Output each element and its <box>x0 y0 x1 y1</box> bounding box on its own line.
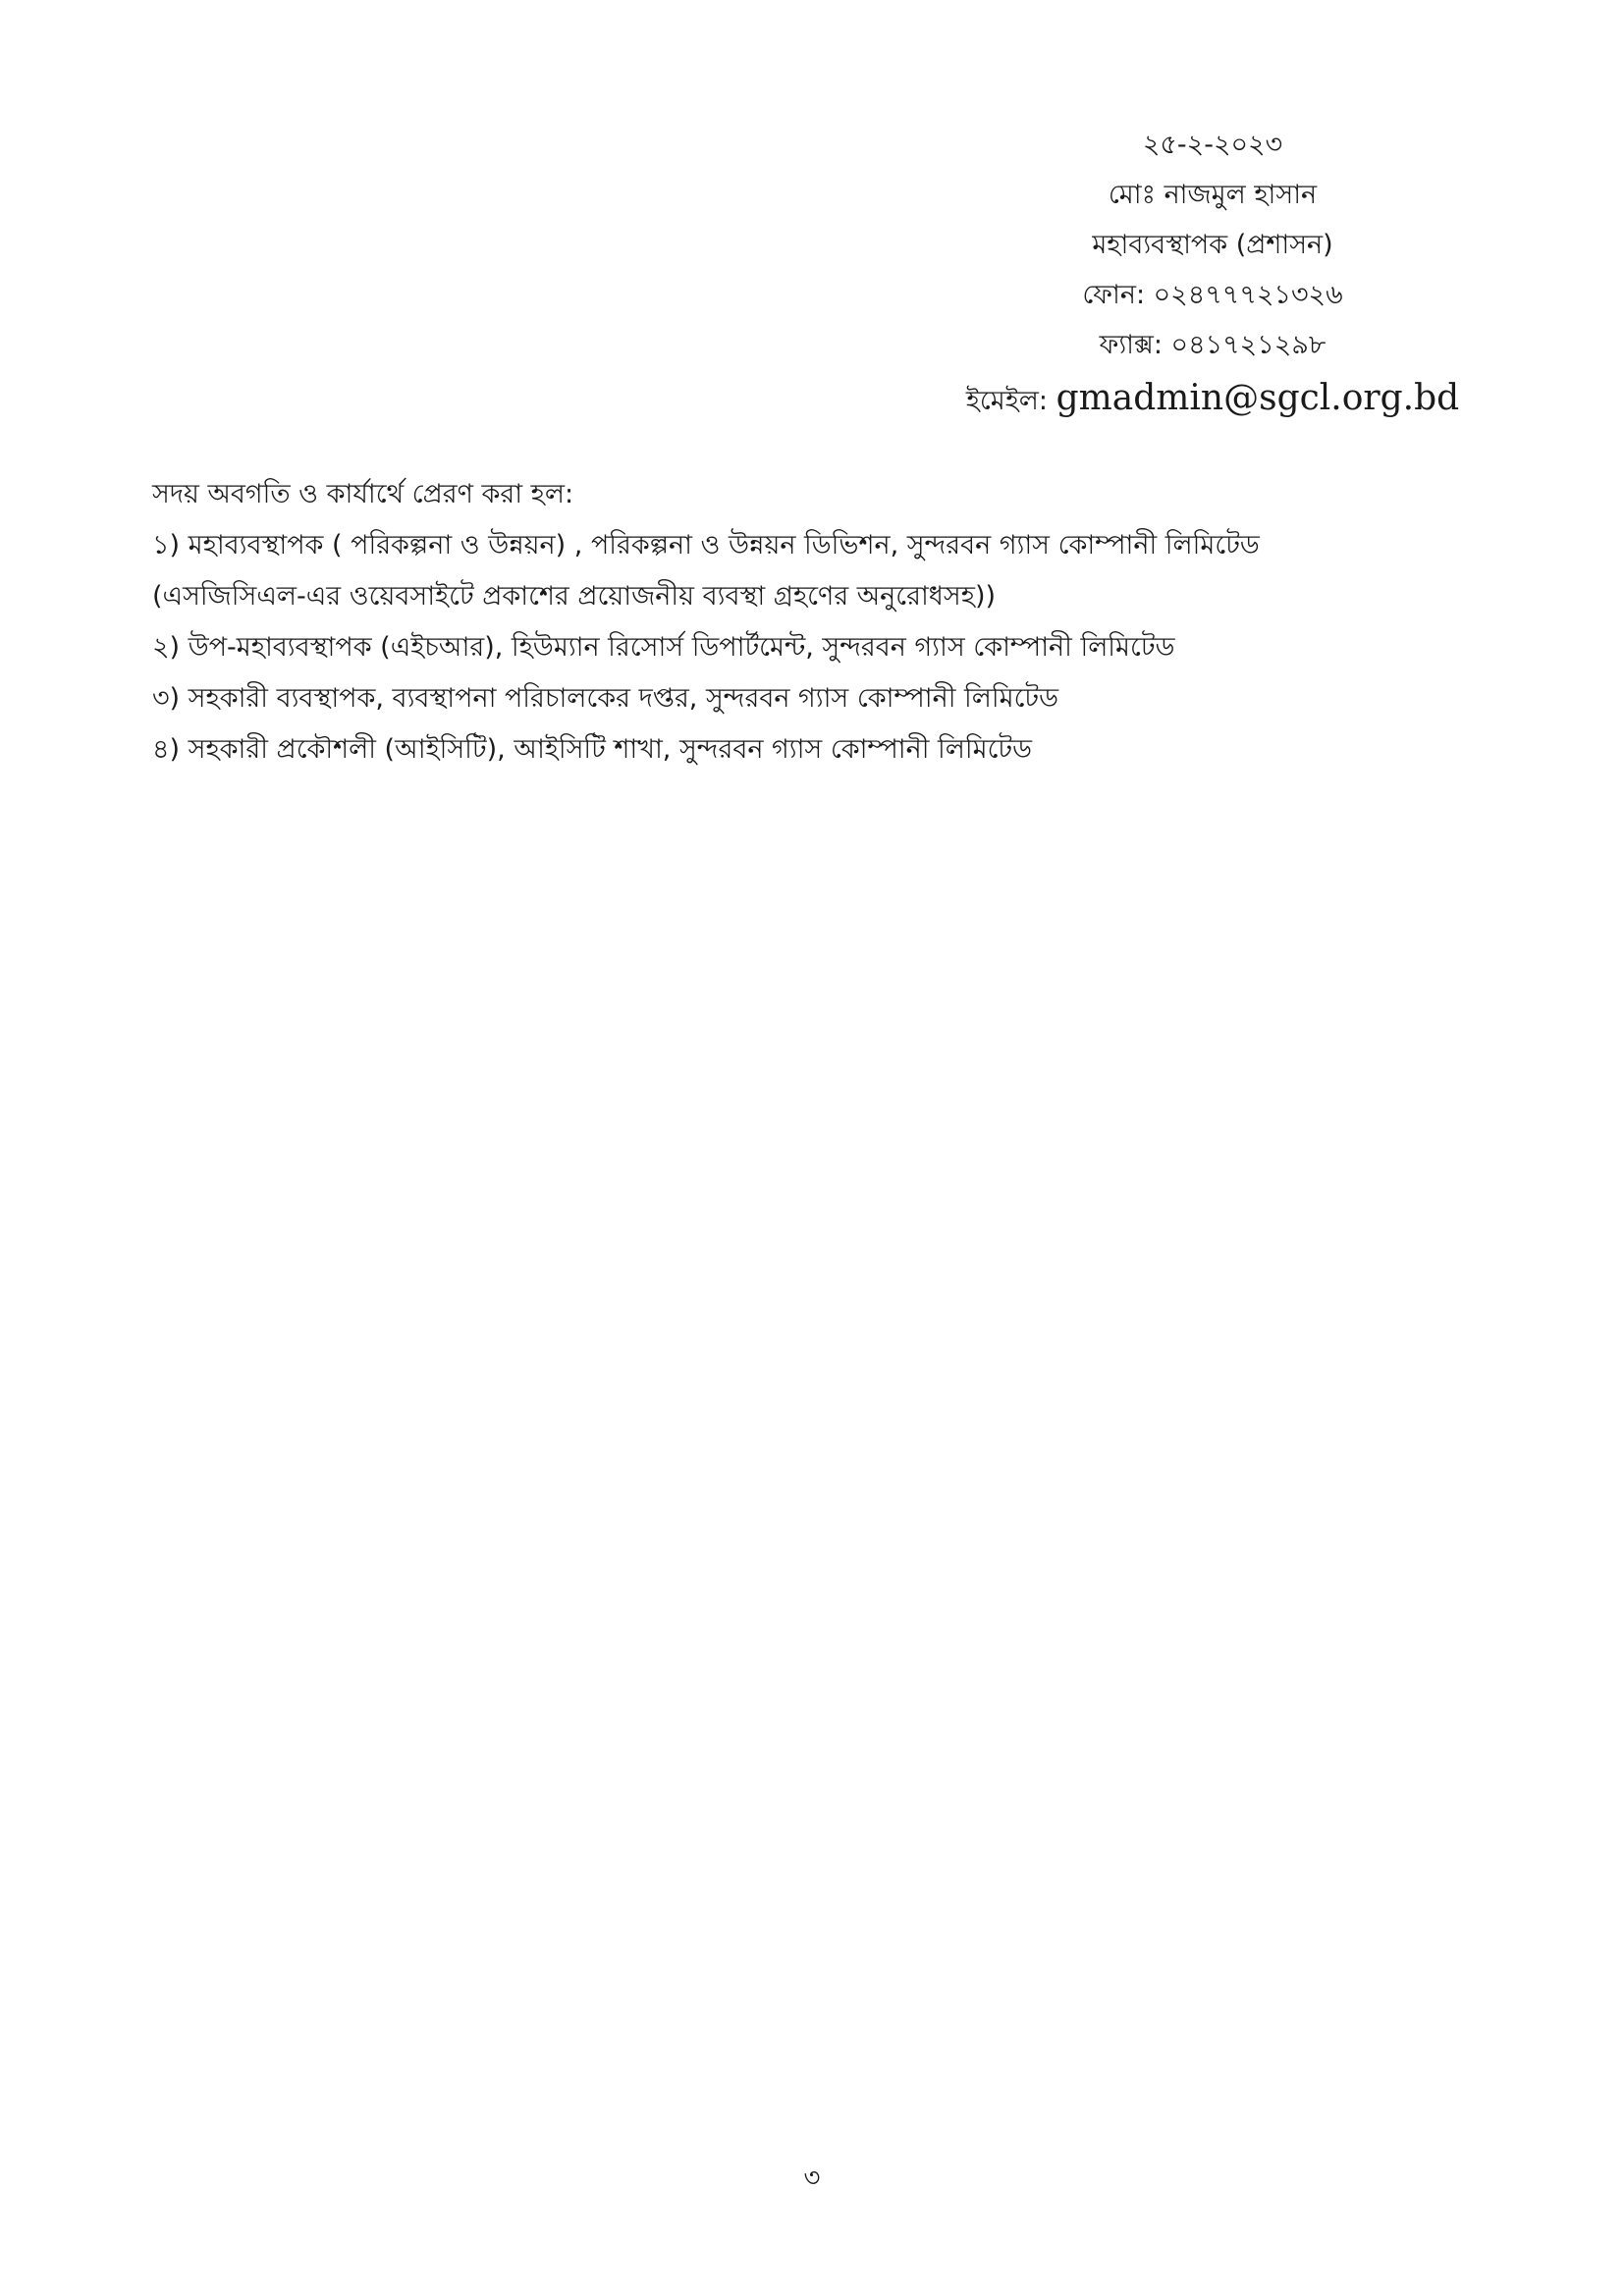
signature-date: ২৫-২-২০২৩ <box>1142 130 1283 160</box>
distribution-item-1: ১) মহাব্যবস্থাপক ( পরিকল্পনা ও উন্নয়ন) , পরিকল্পনা ও উন্নয়ন ডিভিশন, সুন্দরবন গ্যাস কোম্পানী লিমিটেড <box>152 530 1260 561</box>
email-address: gmadmin@sgcl.org.bd <box>1056 378 1460 418</box>
signatory-designation: মহাব্যবস্থাপক (প্রশাসন) <box>1092 230 1333 260</box>
signatory-name: মোঃ নাজমুল হাসান <box>1108 180 1318 210</box>
email-label: ইমেইল: <box>965 386 1048 416</box>
page-number: ৩ <box>803 2163 821 2193</box>
distribution-item-4: ৪) সহকারী প্রকৌশলী (আইসিটি), আইসিটি শাখা, সুন্দরবন গ্যাস কোম্পানী লিমিটেড <box>152 734 1033 765</box>
signatory-fax: ফ্যাক্স: ০৪১৭২১২৯৮ <box>1099 330 1326 360</box>
distribution-list <box>152 469 1507 775</box>
signature-block <box>943 120 1483 430</box>
signatory-email-row <box>943 370 1483 430</box>
distribution-intro: সদয় অবগতি ও কার্যার্থে প্রেরণ করা হল: <box>152 479 574 509</box>
distribution-item-1-note: (এসজিসিএল-এর ওয়েবসাইটে প্রকাশের প্রয়োজনীয় ব্যবস্থা গ্রহণের অনুরোধসহ)) <box>152 581 997 612</box>
distribution-item-3: ৩) সহকারী ব্যবস্থাপক, ব্যবস্থাপনা পরিচালকের দপ্তর, সুন্দরবন গ্যাস কোম্পানী লিমিটেড <box>152 683 1059 714</box>
signatory-phone: ফোন: ০২৪৭৭৭২১৩২৬ <box>1082 280 1343 310</box>
distribution-item-2: ২) উপ-মহাব্যবস্থাপক (এইচআর), হিউম্যান রিসোর্স ডিপার্টমেন্ট, সুন্দরবন গ্যাস কোম্পানী লিমিটেড <box>152 632 1175 663</box>
